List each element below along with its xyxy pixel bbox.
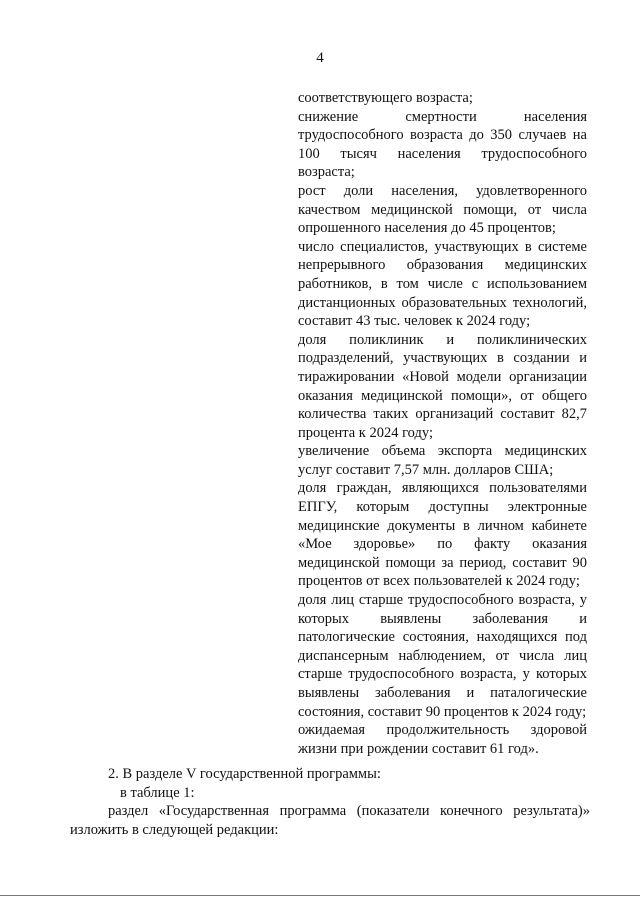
indicator-item: ожидаемая продолжительность здоровой жизни при рождении составит 61 год». — [298, 722, 587, 757]
section-v-paragraph: 2. В разделе V государственной программы: — [108, 766, 381, 782]
indicator-item: соответствующего возраста; — [298, 90, 473, 106]
indicators-list — [298, 89, 587, 758]
page-number: 4 — [316, 50, 324, 66]
page-bottom-rule — [0, 895, 640, 896]
indicator-item: доля граждан, являющихся пользователями ЕПГУ, которым доступны электронные медицинские документы в личном кабинете «Мое здоровье» по факту оказания медицинской помощи за период, составит 90 процентов от всех пользователей к 2024 году; — [298, 480, 587, 590]
indicator-item: увеличение объема экспорта медицинских услуг составит 7,57 млн. долларов США; — [298, 443, 587, 478]
indicator-item: рост доли населения, удовлетворенного качеством медицинской помощи, от числа опрошенного населения до 45 процентов; — [298, 182, 587, 237]
section-replacement-continuation: изложить в следующей редакции: — [70, 821, 279, 838]
body-text — [70, 765, 590, 839]
table-1-paragraph: в таблице 1: — [120, 784, 195, 801]
indicator-item: число специалистов, участвующих в системе непрерывного образования медицинских работников, в том числе с использованием дистанционных образовательных технологий, составит 43 тыс. человек к 2024 году; — [298, 238, 587, 330]
indicator-item: доля лиц старше трудоспособного возраста, у которых выявлены заболевания и патологические состояния, находящихся под диспансерным наблюдением, от числа лиц старше трудоспособного возраста, у которых выявлены заболевания и паталогические состояния, составит 90 процентов к 2024 году; — [298, 592, 587, 720]
indicator-item: доля поликлиник и поликлинических подразделений, участвующих в создании и тиражировании «Новой модели организации оказания медицинской помощи», от общего количества таких организаций составит 82,7 процента к 2024 году; — [298, 331, 587, 441]
indicator-item: снижение смертности населения трудоспособного возраста до 350 случаев на 100 тысяч населения трудоспособного возраста; — [298, 108, 587, 181]
section-replacement-paragraph: раздел «Государственная программа (показатели конечного результата)» — [108, 803, 590, 820]
